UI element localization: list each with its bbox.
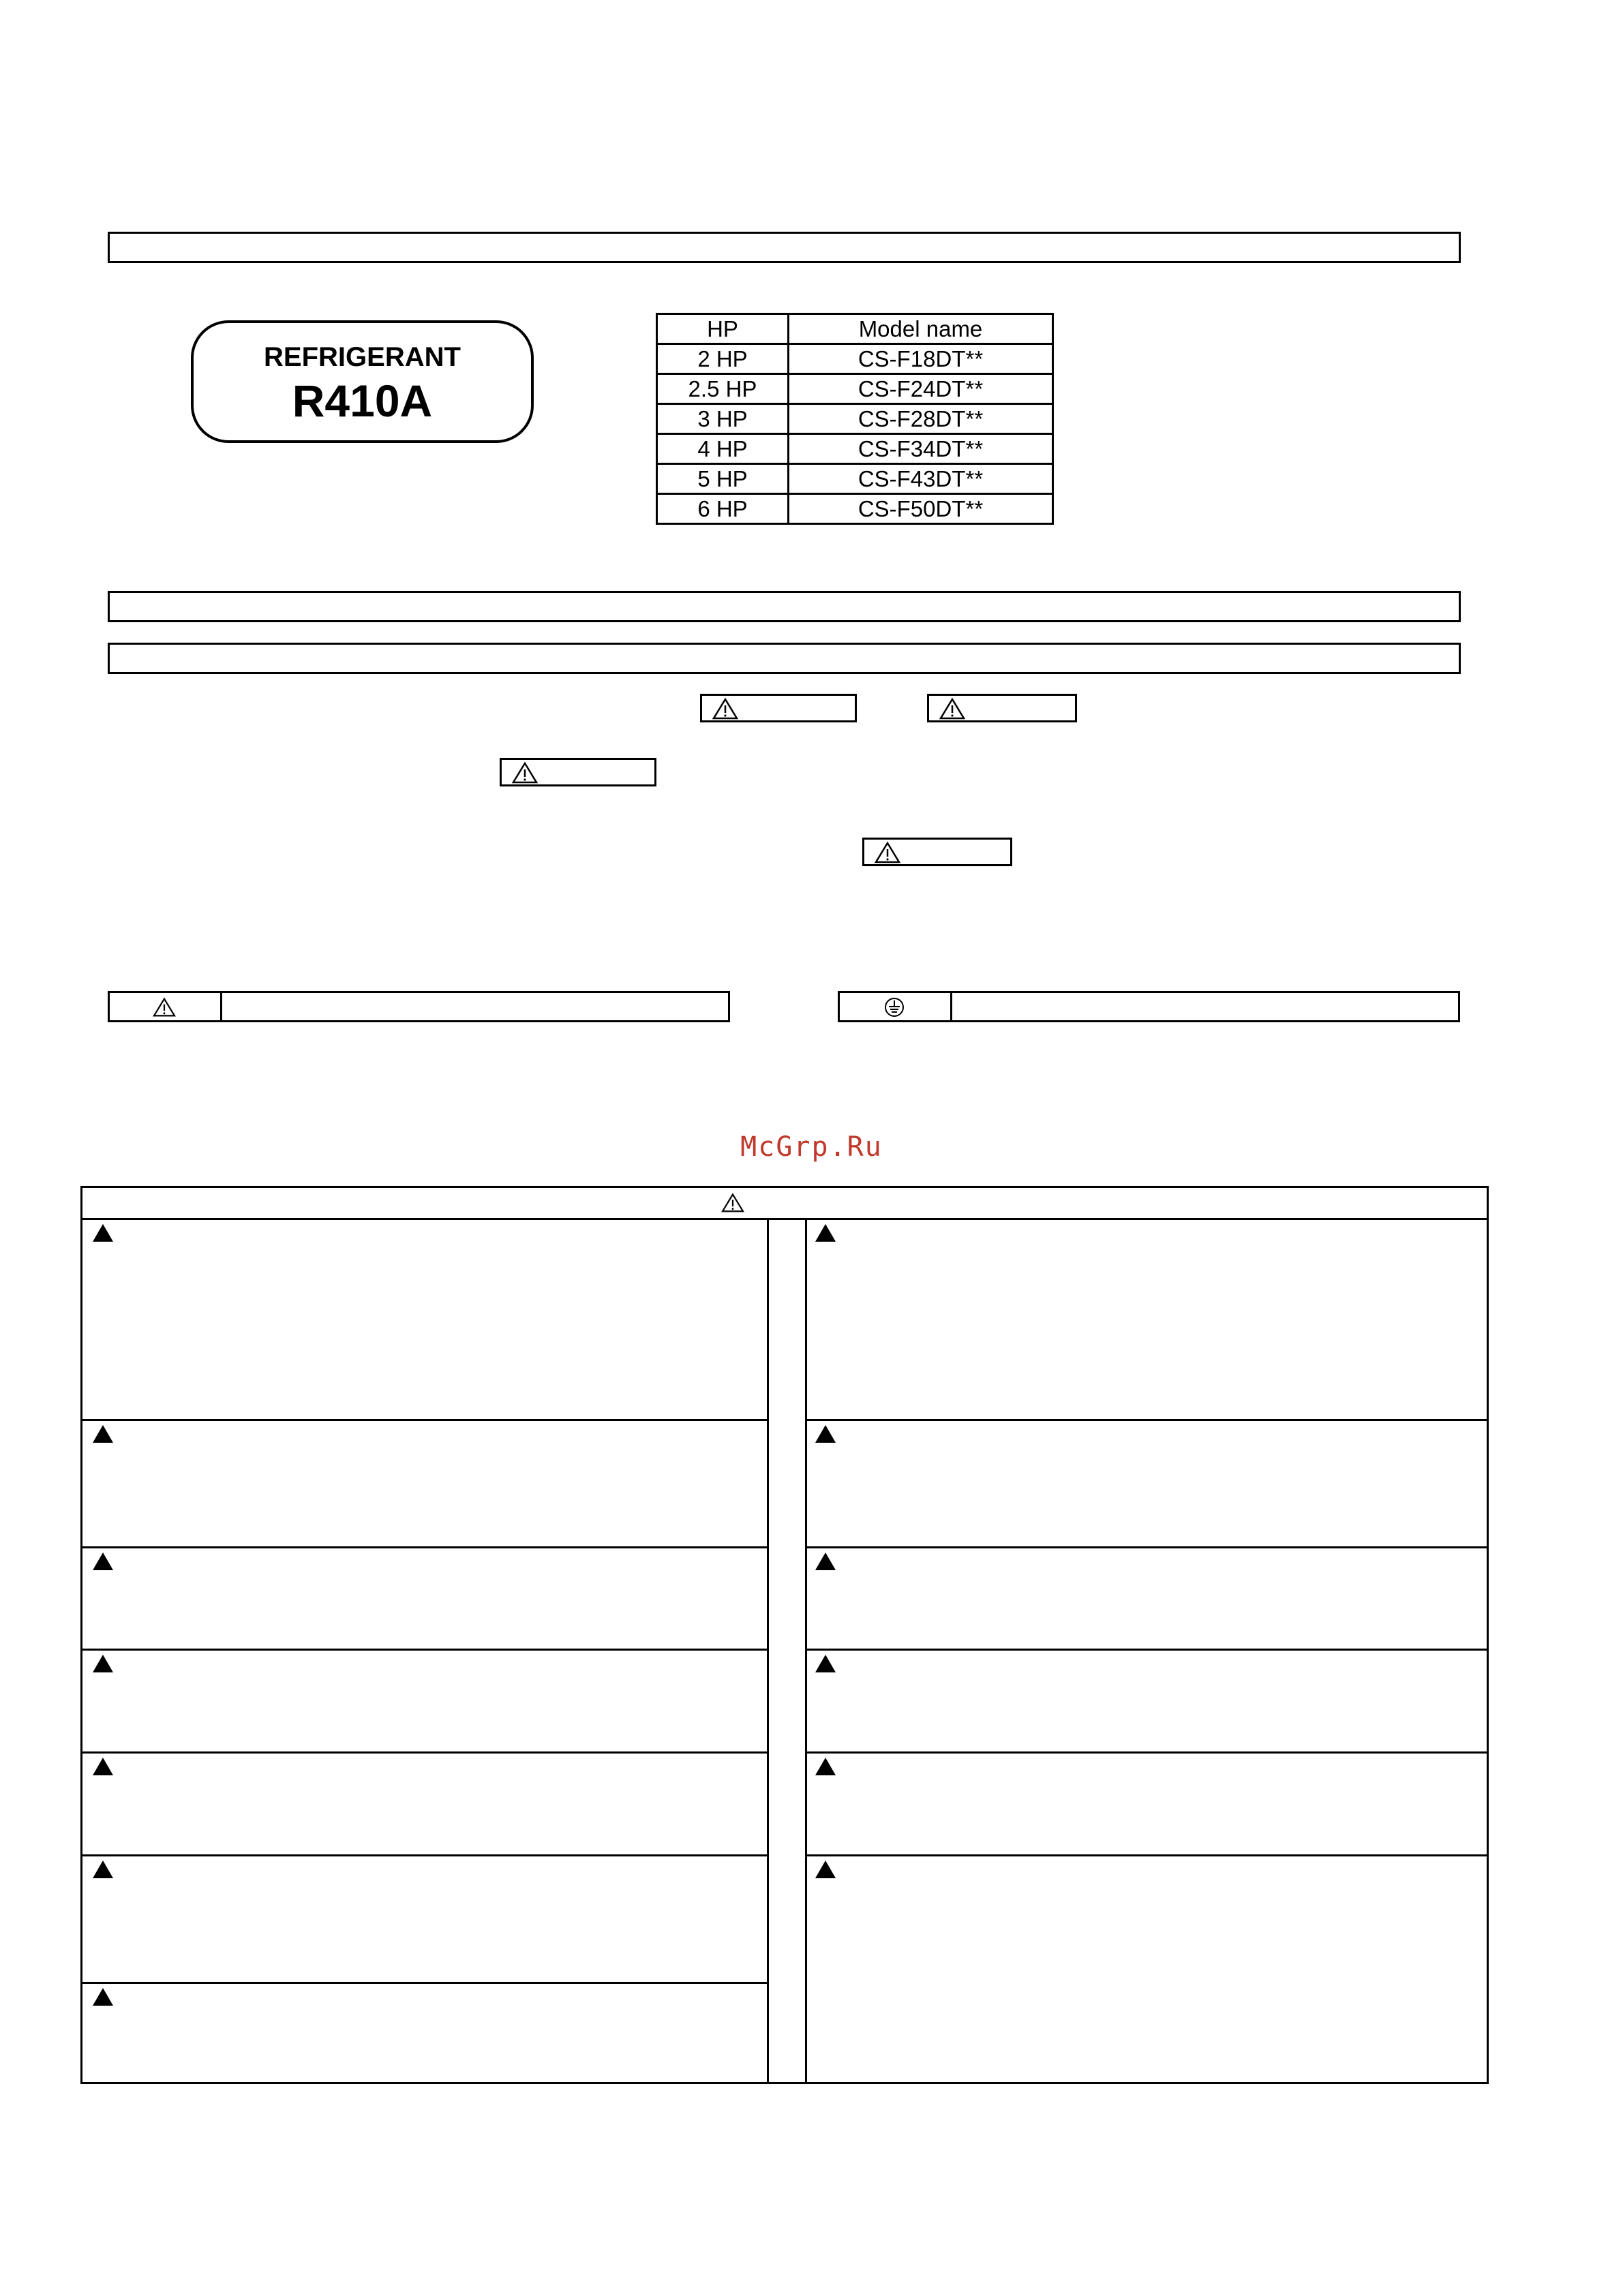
table-row bbox=[657, 374, 1053, 404]
warning-column-left bbox=[82, 1218, 769, 2082]
warning-triangle-outline-icon bbox=[712, 697, 739, 720]
warning-cell bbox=[805, 1854, 1487, 2084]
warning-cell bbox=[805, 1218, 1487, 1421]
legend-warning-cell bbox=[110, 993, 222, 1020]
refrigerant-type: R410A bbox=[292, 376, 433, 426]
warning-triangle-outline-icon bbox=[511, 761, 539, 784]
header-model-name: Model name bbox=[789, 314, 1053, 344]
hp-cell: 3 HP bbox=[657, 404, 789, 434]
warning-column-right bbox=[805, 1218, 1487, 2082]
model-table-header bbox=[657, 314, 1053, 344]
warning-triangle-outline-icon bbox=[152, 997, 177, 1017]
model-cell: CS-F34DT** bbox=[789, 434, 1053, 464]
table-row bbox=[657, 344, 1053, 374]
warning-triangle-filled-icon bbox=[815, 1757, 836, 1776]
warning-table bbox=[80, 1186, 1489, 2084]
warning-cell bbox=[805, 1546, 1487, 1651]
header-hp: HP bbox=[657, 314, 789, 344]
warning-triangle-filled-icon bbox=[815, 1223, 836, 1242]
warning-cell bbox=[82, 1982, 767, 2084]
hp-cell: 6 HP bbox=[657, 494, 789, 524]
warning-triangle-filled-icon bbox=[92, 1424, 114, 1443]
model-cell: CS-F18DT** bbox=[789, 344, 1053, 374]
hp-cell: 2 HP bbox=[657, 344, 789, 374]
table-row bbox=[657, 464, 1053, 494]
watermark: McGrp.Ru bbox=[740, 1131, 883, 1163]
warning-label-box-3 bbox=[500, 758, 656, 786]
section-bar-1 bbox=[108, 232, 1461, 263]
warning-triangle-filled-icon bbox=[92, 1552, 114, 1571]
warning-triangle-filled-icon bbox=[815, 1860, 836, 1879]
model-cell: CS-F43DT** bbox=[789, 464, 1053, 494]
table-row bbox=[657, 434, 1053, 464]
warning-triangle-outline-icon bbox=[874, 841, 901, 864]
warning-label-box-1 bbox=[700, 694, 857, 722]
section-bar-3 bbox=[108, 643, 1461, 674]
warning-triangle-filled-icon bbox=[92, 1757, 114, 1776]
warning-cell bbox=[82, 1649, 767, 1754]
table-row bbox=[657, 494, 1053, 524]
warning-triangle-filled-icon bbox=[92, 1860, 114, 1879]
refrigerant-label: REFRIGERANT bbox=[264, 342, 461, 372]
section-bar-2 bbox=[108, 591, 1461, 622]
warning-triangle-filled-icon bbox=[815, 1424, 836, 1443]
warning-cell bbox=[82, 1218, 767, 1421]
warning-triangle-filled-icon bbox=[815, 1654, 836, 1673]
warning-triangle-outline-icon bbox=[939, 697, 966, 720]
warning-cell bbox=[805, 1419, 1487, 1548]
warning-label-box-4 bbox=[862, 838, 1012, 866]
warning-label-box-2 bbox=[927, 694, 1077, 722]
model-cell: CS-F28DT** bbox=[789, 404, 1053, 434]
hp-cell: 2.5 HP bbox=[657, 374, 789, 404]
hp-cell: 5 HP bbox=[657, 464, 789, 494]
warning-cell bbox=[805, 1751, 1487, 1856]
warning-cell bbox=[805, 1649, 1487, 1754]
model-cell: CS-F50DT** bbox=[789, 494, 1053, 524]
warning-triangle-filled-icon bbox=[92, 1223, 114, 1242]
refrigerant-badge bbox=[191, 320, 534, 443]
warning-table-header bbox=[82, 1188, 1487, 1220]
legend-ground-cell bbox=[840, 993, 952, 1020]
warning-triangle-filled-icon bbox=[92, 1987, 114, 2006]
warning-triangle-filled-icon bbox=[92, 1654, 114, 1673]
warning-triangle-outline-icon bbox=[721, 1193, 745, 1213]
warning-cell bbox=[82, 1419, 767, 1548]
model-table bbox=[656, 313, 1054, 525]
warning-cell bbox=[82, 1546, 767, 1651]
warning-cell bbox=[82, 1854, 767, 1984]
ground-icon bbox=[882, 997, 907, 1017]
legend-warning bbox=[108, 991, 730, 1022]
table-row bbox=[657, 404, 1053, 434]
legend-ground bbox=[838, 991, 1460, 1022]
warning-triangle-filled-icon bbox=[815, 1552, 836, 1571]
model-cell: CS-F24DT** bbox=[789, 374, 1053, 404]
hp-cell: 4 HP bbox=[657, 434, 789, 464]
warning-cell bbox=[82, 1751, 767, 1856]
warning-column-divider bbox=[767, 1218, 807, 2082]
